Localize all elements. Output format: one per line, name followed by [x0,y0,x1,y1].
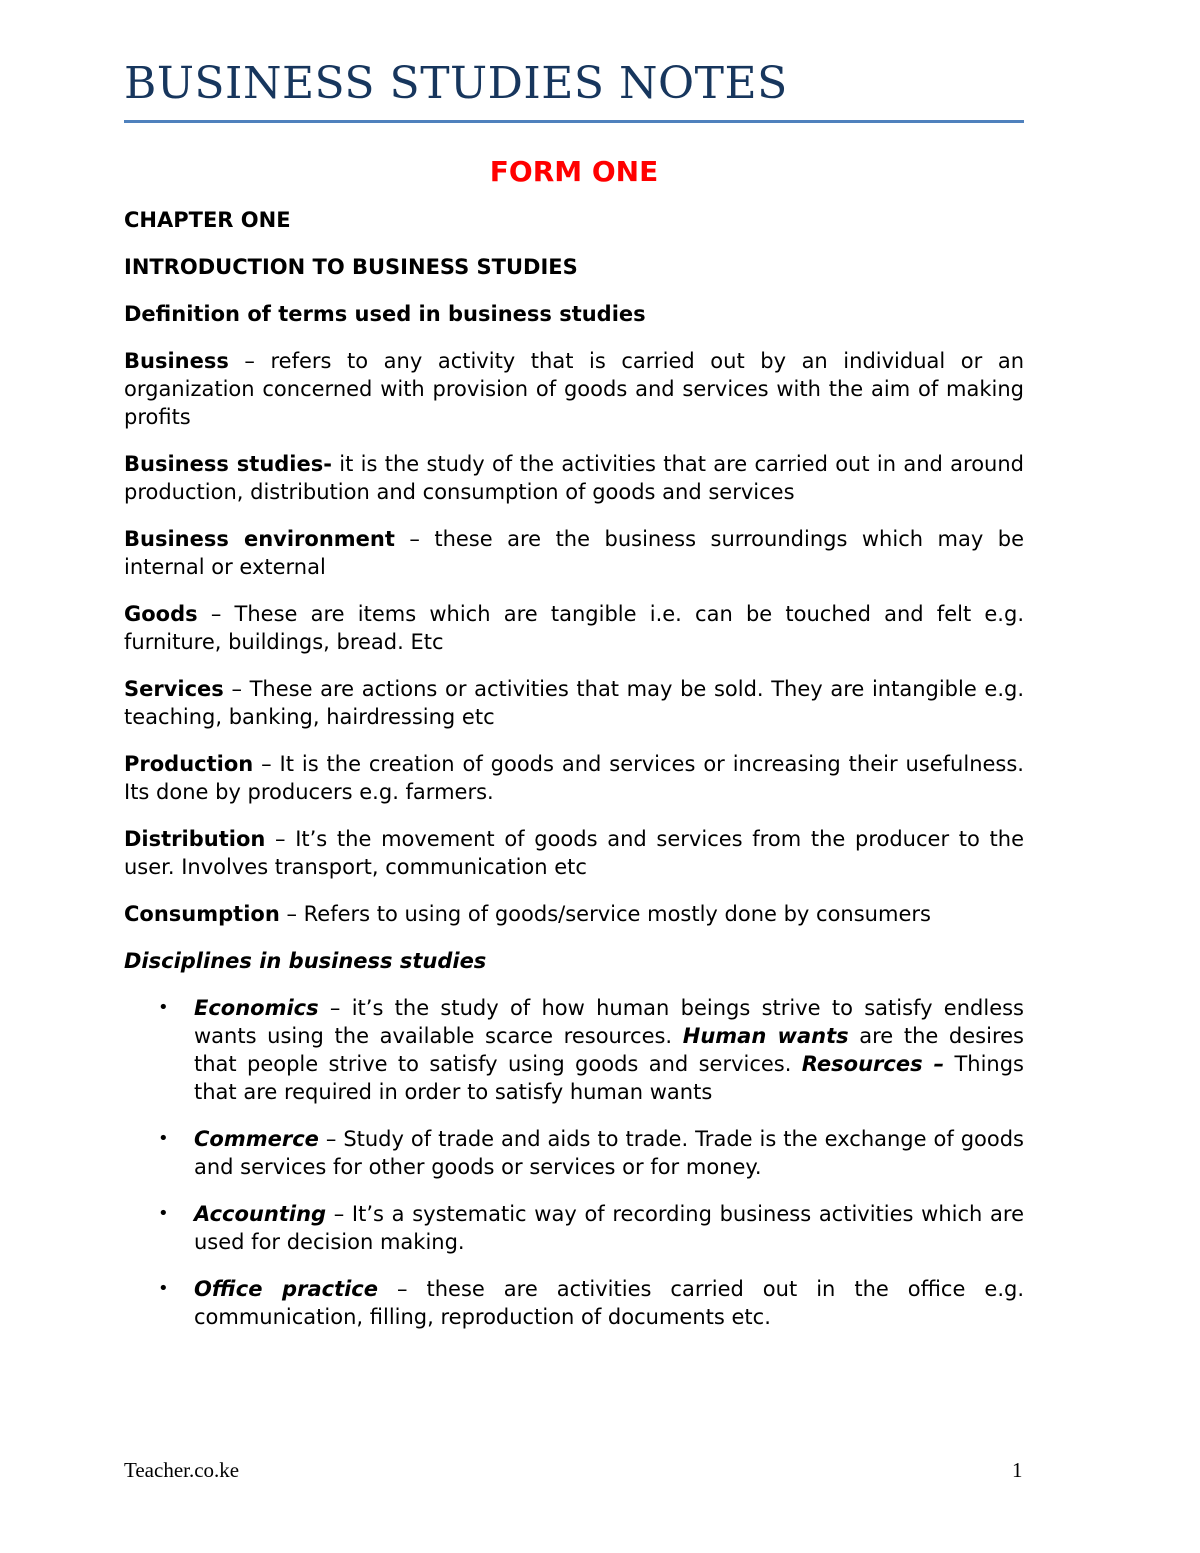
definition-text: it is the study of the activities that are carried out in and around production, distribution and consumption of goods and services [124,452,1024,504]
bullet-icon: • [158,1278,169,1299]
discipline-text: are the desires that people strive to satisfy using goods and services. [194,1024,1024,1076]
definition-services [124,675,1024,731]
definition-text: – these are the business surroundings which may be internal or external [124,527,1024,579]
discipline-term: Office practice [194,1277,378,1301]
definition-business [124,347,1024,431]
definition-term: Production [124,752,254,776]
definition-term: Services [124,677,224,701]
definition-business-environment [124,525,1024,581]
discipline-text: – It’s a systematic way of recording business activities which are used for decision making. [194,1202,1024,1254]
definition-term: Business environment [124,527,395,551]
definition-production [124,750,1024,806]
definition-text: – It’s the movement of goods and services from the producer to the user. Involves transport, communication etc [124,827,1024,879]
definition-term: Consumption [124,902,280,926]
discipline-office-practice [124,1275,1024,1331]
definitions-heading: Definition of terms used in business studies [124,302,646,326]
discipline-term: Economics [194,996,319,1020]
discipline-term: Accounting [194,1202,327,1226]
discipline-subterm: Human wants [682,1024,849,1048]
definition-text: – Refers to using of goods/service mostly done by consumers [279,902,931,926]
chapter-heading: CHAPTER ONE [124,208,291,232]
definition-text: – These are actions or activities that may be sold. They are intangible e.g. teaching, banking, hairdressing etc [124,677,1024,729]
discipline-text: – it’s the study of how human beings strive to satisfy endless wants using the available scarce resources. [194,996,1024,1048]
definition-goods [124,600,1024,656]
discipline-accounting [124,1200,1024,1256]
disciplines-list [124,994,1024,1331]
definition-text: – It is the creation of goods and services or increasing their usefulness. Its done by producers e.g. farmers. [124,752,1024,804]
definition-term: Business studies- [124,452,332,476]
document-body [124,152,1024,1350]
definition-text: – These are items which are tangible i.e. can be touched and felt e.g. furniture, buildings, bread. Etc [124,602,1024,654]
discipline-text: – these are activities carried out in the office e.g. communication, filling, reproduction of documents etc. [194,1277,1024,1329]
discipline-economics [124,994,1024,1106]
definition-business-studies [124,450,1024,506]
definition-text: – refers to any activity that is carried out by an individual or an organization concerned with provision of goods and services with the aim of making profits [124,349,1024,429]
footer-source: Teacher.co.ke [124,1458,240,1482]
bullet-icon: • [158,1128,169,1149]
document-title: BUSINESS STUDIES NOTES [124,58,788,109]
chapter-title: INTRODUCTION TO BUSINESS STUDIES [124,255,578,279]
form-heading: FORM ONE [489,155,659,188]
definition-consumption [124,900,1024,928]
discipline-text: – Study of trade and aids to trade. Trade is the exchange of goods and services for other goods or services or for money. [194,1127,1024,1179]
definition-distribution [124,825,1024,881]
definition-term: Goods [124,602,198,626]
bullet-icon: • [158,997,169,1018]
title-underline-rule [124,120,1024,123]
discipline-subterm: Resources – [801,1052,945,1076]
disciplines-heading: Disciplines in business studies [124,949,487,973]
definition-term: Business [124,349,229,373]
bullet-icon: • [158,1203,169,1224]
definition-term: Distribution [124,827,266,851]
page-number: 1 [1012,1458,1023,1482]
discipline-term: Commerce [194,1127,319,1151]
discipline-commerce [124,1125,1024,1181]
discipline-text: Things that are required in order to satisfy human wants [194,1052,1024,1104]
